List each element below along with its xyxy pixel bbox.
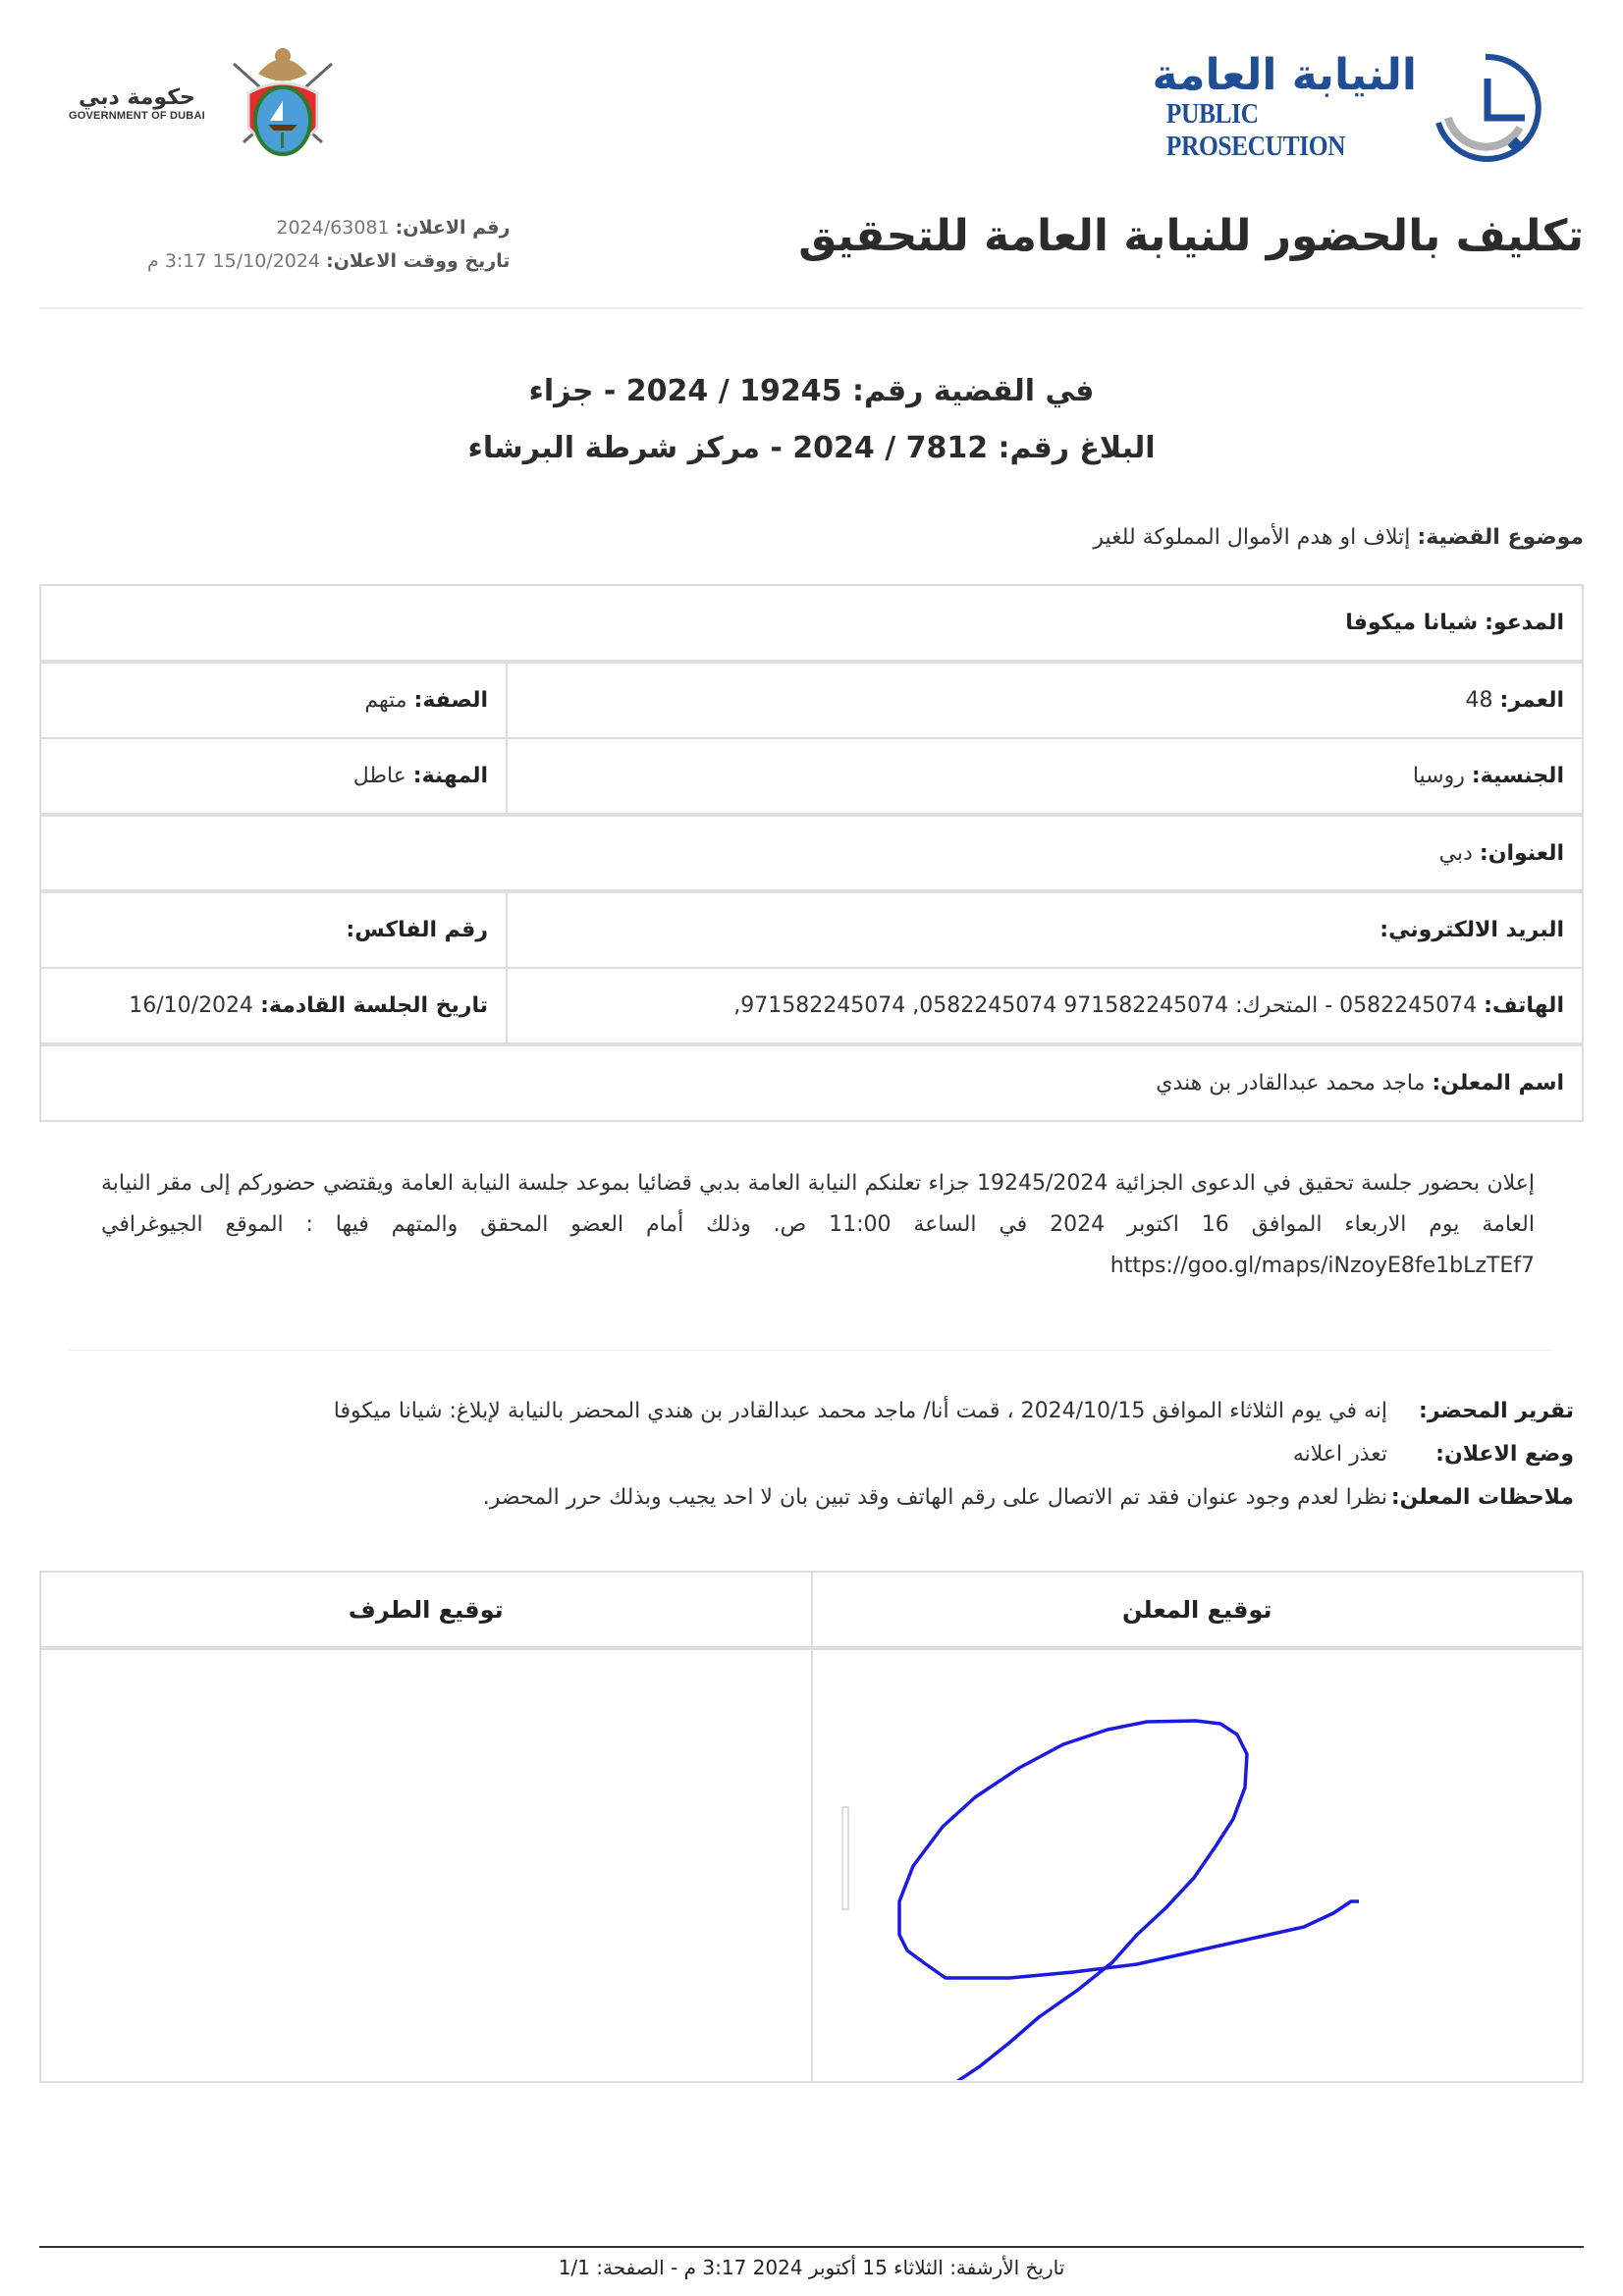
profession-label: المهنة:	[412, 764, 488, 788]
minutes-row	[42, 1389, 1574, 1432]
notifier-signature-header: توقيع المعلن	[812, 1572, 1584, 1648]
age-cell	[507, 662, 1583, 738]
nationality-cell	[507, 738, 1583, 815]
notifier-cell	[40, 1044, 1583, 1121]
notice-number: 2024/63081	[276, 217, 390, 239]
archive-footer: تاريخ الأرشفة: الثلاثاء 15 أكتوبر 2024 3:17 م - الصفحة: 1/1	[39, 2246, 1584, 2279]
next-session-cell	[40, 968, 507, 1044]
profession-value: عاطل	[352, 764, 406, 788]
prosecution-emblem-icon	[1427, 49, 1544, 167]
remarks-value: نظرا لعدم وجود عنوان فقد تم الاتصال على رقم الهاتف وقد تبين بان لا احد يجيب وبذلك حرر المحضر.	[482, 1484, 1387, 1510]
summoned-name: شيانا ميكوفا	[1345, 611, 1479, 635]
notifier-signature-box	[812, 1648, 1584, 2082]
summoned-person-info-table	[39, 584, 1584, 1122]
handwritten-signature-icon	[813, 1650, 1584, 2080]
email-label: البريد الالكتروني:	[1380, 918, 1564, 942]
status-label: وضع الاعلان:	[1435, 1441, 1574, 1467]
logo-text-en: PUBLIC PROSECUTION	[1165, 98, 1346, 163]
page-header	[0, 29, 1623, 177]
notice-datetime: 15/10/2024 3:17 م	[147, 250, 321, 272]
case-subject-value: إتلاف او هدم الأموال المملوكة للغير	[1093, 525, 1411, 550]
notice-meta	[147, 211, 510, 278]
nationality-label: الجنسية:	[1471, 764, 1564, 788]
case-subject	[1093, 525, 1584, 550]
summons-notice-text: إعلان بحضور جلسة تحقيق في الدعوى الجزائية 19245/2024 جزاء تعلنكم النيابة العامة بدبي قضائيا بموعد جلسة النيابة العامة ويقتضي حضوركم إلى مقر النيابة العامة يوم الاربعاء الموافق 16 اكتوبر 2024 في الساعة 11:00 ص. وذلك أمام العضو المحقق والمتهم فيها : الموقع الجيوغرافي https://goo.gl/maps/iNzoyE8fe1bLzTEf7	[101, 1171, 1535, 1278]
next-session-value: 16/10/2024	[129, 993, 254, 1018]
page-title: تكليف بالحضور للنيابة العامة للتحقيق	[798, 211, 1584, 261]
party-signature-header: توقيع الطرف	[40, 1572, 812, 1648]
age-label: العمر:	[1499, 688, 1564, 713]
phone-cell	[507, 968, 1583, 1044]
summoned-cell	[40, 585, 1583, 662]
capacity-cell	[40, 662, 507, 738]
capacity-value: متهم	[364, 688, 407, 713]
title-block	[39, 201, 1584, 309]
fax-cell	[40, 891, 507, 968]
remarks-label: ملاحظات المعلن:	[1390, 1484, 1574, 1510]
fax-label: رقم الفاكس:	[346, 918, 488, 942]
address-label: العنوان:	[1479, 840, 1564, 866]
minutes-label: تقرير المحضر:	[1419, 1398, 1574, 1423]
notifier-label: اسم المعلن:	[1432, 1071, 1564, 1095]
address-value: دبي	[1438, 840, 1473, 866]
summoned-label: المدعو:	[1485, 611, 1564, 635]
case-heading	[0, 363, 1623, 477]
phone-value: 0582245074 - المتحرك: 971582245074 0582245074, 971582245074,	[733, 993, 1478, 1018]
status-value: تعذر اعلانه	[1292, 1441, 1387, 1467]
phone-label: الهاتف:	[1484, 993, 1564, 1018]
case-number: في القضية رقم: 19245 / 2024 - جزاء	[528, 374, 1095, 408]
email-cell	[507, 891, 1583, 968]
address-cell	[40, 815, 1583, 891]
report-number: البلاغ رقم: 7812 / 2024 - مركز شرطة البرشاء	[467, 431, 1156, 465]
remarks-row	[42, 1475, 1574, 1519]
notice-number-label: رقم الاعلان:	[395, 217, 511, 239]
status-row	[42, 1432, 1574, 1475]
logo-text-ar: النيابة العامة	[1152, 49, 1417, 100]
signatures-table	[39, 1571, 1584, 2083]
notice-datetime-label: تاريخ ووقت الاعلان:	[326, 250, 511, 272]
profession-cell	[40, 738, 507, 815]
nationality-value: روسيا	[1412, 764, 1465, 788]
government-of-dubai-logo	[69, 29, 383, 177]
dubai-emblem-icon	[219, 34, 347, 172]
age-value: 48	[1465, 688, 1493, 713]
capacity-label: الصفة:	[413, 688, 488, 713]
party-signature-box	[40, 1648, 812, 2082]
public-prosecution-logo	[1132, 39, 1544, 177]
dubai-logo-text-en: GOVERNMENT OF DUBAI	[69, 109, 205, 122]
notification-report	[42, 1389, 1574, 1519]
notifier-value: ماجد محمد عبدالقادر بن هندي	[1156, 1071, 1426, 1095]
divider	[69, 1350, 1551, 1351]
case-subject-label: موضوع القضية:	[1417, 525, 1584, 550]
minutes-value: إنه في يوم الثلاثاء الموافق 2024/10/15 ، قمت أنا/ ماجد محمد عبدالقادر بن هندي المحضر بالنيابة لإبلاغ: شيانا ميكوفا	[333, 1398, 1387, 1423]
next-session-label: تاريخ الجلسة القادمة:	[260, 993, 488, 1018]
dubai-logo-text-ar: حكومة دبي	[78, 84, 195, 110]
